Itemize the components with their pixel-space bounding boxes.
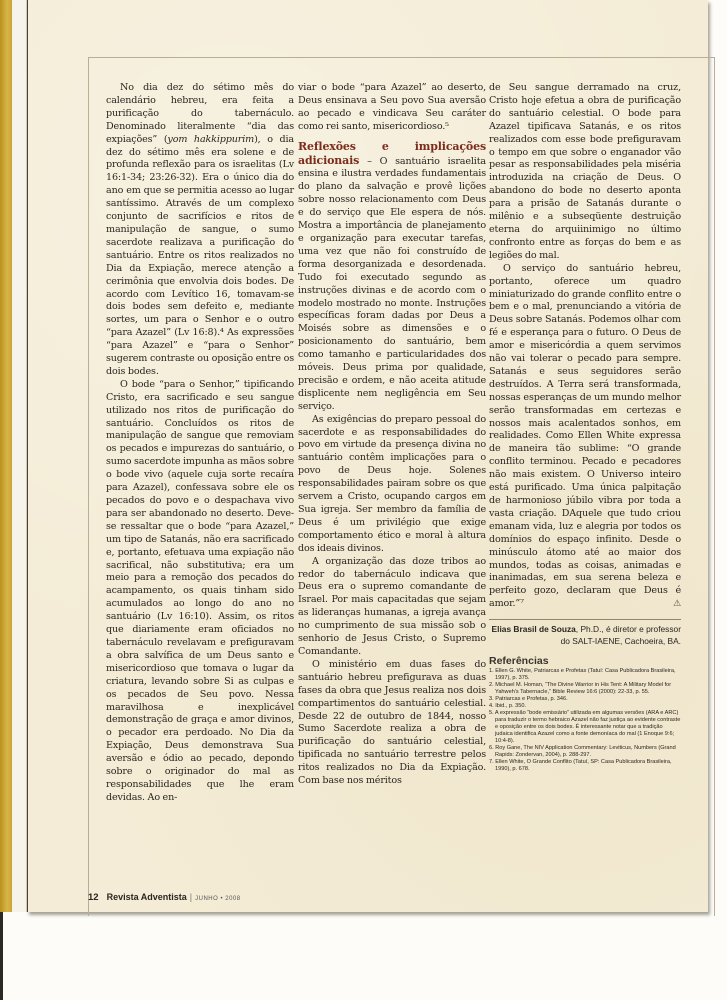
issue-date: JUNHO • 2008: [195, 896, 241, 902]
author-description: , Ph.D., é diretor e professor do SALT-IAENE, Cachoeira, BA.: [560, 624, 681, 646]
reference-item: 6. Roy Gane, The NIV Application Commentary: Leviticus, Numbers (Grand Rapids: Zondervan, 2004), p. 288-297.: [489, 745, 676, 759]
paragraph: A organização das doze tribos ao redor do tabernáculo indicava que Deus era o supremo comandante de Israel. Por mais capacitadas que sejam as lideranças humanas, a igreja avança no cumprimento de sua missão sob o senhorio de Jesus Cristo, o Supremo Comandante.: [298, 555, 486, 657]
reference-item: 2. Michael M. Homan, “The Divine Warrior in His Tent: A Military Model for Yahweh's Tabernacle,” Bible Review 16:6 (2000): 22-33, p. 55.: [489, 682, 672, 696]
paragraph-continued: viar o bode “para Azazel” ao deserto, Deus ensinava a Seu povo Sua aversão ao pecado e vindicava Seu caráter como rei santo, misericordioso.⁵: [298, 82, 486, 132]
references-list: [489, 668, 681, 773]
text-column-3: [489, 82, 681, 773]
hebrew-term: yom hakkippurim: [167, 133, 255, 145]
page-number: 12: [88, 892, 99, 903]
reference-item: 4. Ibid., p. 350.: [489, 703, 527, 710]
binding-edge: [0, 912, 29, 1000]
references-section: [489, 655, 681, 773]
reference-item: 5. A expressão “bode emissário” utilizada em algumas versões (ARA e ARC) para traduzir o termo hebraico Azazel não faz justiça ao evidente contraste e oposição entre os dois bodes. É interessante notar que a tradição judaica identifica Azazel como a fonte demoníaca do mal (1 Enoque 9:6; 10:4-8).: [489, 710, 681, 745]
author-name: Elias Brasil de Souza: [491, 624, 576, 635]
reference-item: 1. Ellen G. White, Patriarcas e Profetas (Tatuí: Casa Publicadora Brasileira, 1997), p. 375.: [489, 668, 676, 682]
adjacent-page-edge: [0, 0, 12, 1000]
text-column-1: [106, 82, 294, 805]
author-bio: [489, 624, 681, 647]
reference-item: 7. Ellen White, O Grande Conflito (Tatuí, SP: Casa Publicadora Brasileira, 1990), p. 678.: [489, 759, 672, 773]
page-footer: [88, 892, 241, 905]
reference-item: 3. Patriarcas e Profetas, p. 346.: [489, 696, 568, 703]
section-paragraph: Reflexões e implicações adicionais – O santuário israelita ensina e ilustra verdades fundamentais do plano da salvação e provê lições sobre nosso relacionamento com Deus e do serviço que Ele espera de nós. Mostra a importância de planejamento e organização para executar tarefas, uma vez que não foi construído de forma desorganizada e desordenada. Tudo foi executado segundo as instruções divinas e de acordo com o modelo mostrado no monte. Instruções específicas foram dadas por Deus a Moisés sobre as dimensões e o posicionamento do santuário, bem como tamanho e particularidades dos móveis. Deus prima por qualidade, precisão e ordem, e não aceita atitude displicente nem negligência em Seu serviço.: [298, 139, 486, 412]
author-divider: [489, 619, 681, 620]
paragraph: No dia dez do sétimo mês do calendário hebreu, era feita a purificação do tabernáculo. Denominado literalmente “dia das expiações” (yom hakkippurim), o dia dez do sétimo mês era solene e de profunda reflexão para os israelitas (Lv 16:1-34; 23:26-32). Era o único dia do ano em que se permitia acesso ao lugar santíssimo. Através de um complexo conjunto de sacrifícios e ritos de manipulação de sangue, o sumo sacerdote realizava a purificação do santuário. Entre os ritos realizados no Dia da Expiação, merece atenção a cerimônia que envolvia dois bodes. De acordo com Levítico 16, tomavam-se dois bodes sem defeito e, mediante sortes, um para o Senhor e o outro “para Azazel” (Lv 16:8).⁴ As expressões “para Azazel” e “para o Senhor” sugerem contraste ou oposição entre os dois bodes.: [106, 82, 294, 377]
paragraph-continued: de Seu sangue derramado na cruz, Cristo hoje efetua a obra de purificação do santuário celestial. O bode para Azazel tipificava Satanás, e os ritos realizados com esse bode prefiguravam o tempo em que sobre o enganador vão pesar as responsabilidades pela miséria introduzida na criação de Deus. O abandono do bode no deserto aponta para a prisão de Satanás durante o milênio e a subseqüente destruição eterna do arquiinimigo no último confronto entre as forças do bem e as legiões do mal.: [489, 82, 681, 261]
paragraph: O serviço do santuário hebreu, portanto, oferece um quadro miniaturizado do grande conflito entre o bem e o mal, prenunciando a vitória de Deus sobre Satanás. Podemos olhar com fé e esperança para o futuro. O Deus de amor e misericórdia a quem servimos não vai tolerar o pecado para sempre. Satanás e seus seguidores serão destruídos. A Terra será transformada, nossas esperanças de um mundo melhor serão transformadas em certezas e nossos mais acalentados sonhos, em realidades. Como Ellen White expressa de maneira tão sublime: “O grande conflito terminou. Pecado e pecadores não mais existem. O Universo inteiro está purificado. Uma única palpitação de harmonioso júbilo vibra por toda a vasta criação. DAquele que tudo criou emanam vida, luz e alegria por todos os domínios do espaço infinito. Desde o minúsculo átomo até ao maior dos mundos, todas as coisas, animadas e inanimadas, em sua serena beleza e perfeito gozo, declaram que Deus é amor.”⁷ ⚠: [489, 262, 681, 610]
text-column-2: [298, 82, 486, 788]
references-title: Referências: [489, 655, 549, 668]
magazine-name: Revista Adventista: [106, 892, 187, 902]
end-of-article-icon: ⚠: [673, 599, 681, 610]
paragraph: As exigências do preparo pessoal do sacerdote e as responsabilidades do povo em virtude da presença divina no santuário contêm implicações para o povo de Deus hoje. Solenes responsabilidades pairam sobre os que servem a Cristo, ocupando cargos em Sua igreja. Ser membro da família de Deus é um privilégio que exige comportamento ético e moral à altura dos ideais divinos.: [298, 413, 486, 554]
page-gutter: [12, 0, 27, 912]
section-title: Reflexões e implicações adicionais: [298, 139, 486, 167]
footer-separator: |: [189, 892, 193, 902]
paragraph: O ministério em duas fases do santuário hebreu prefigurava as duas fases da obra que Jesus realiza nos dois compartimentos do santuário celestial. Desde 22 de outubro de 1844, nosso Sumo Sacerdote realiza a obra de purificação do santuário celestial, tipificada no santuário terrestre pelos ritos realizados no Dia da Expiação. Com base nos méritos: [298, 658, 486, 787]
paragraph: O bode “para o Senhor,” tipificando Cristo, era sacrificado e seu sangue utilizado nos ritos de purificação do santuário. Concluídos os ritos de manipulação de sangue que removiam os pecados e impurezas do santuário, o sumo sacerdote impunha as mãos sobre o bode vivo (aquele cuja sorte recaíra para Azazel), confessava sobre ele os pecados do povo e o despachava vivo para ser abandonado no deserto. Deve-se ressaltar que o bode “para Azazel,” um tipo de Satanás, não era sacrificado e, portanto, efetuava uma expiação não sacrifical, não substitutiva; era um meio para a remoção dos pecados do acampamento, os quais tinham sido acumulados ao longo do ano no santuário (Lv 16:10). Assim, os ritos que diariamente eram oficiados no tabernáculo revelavam e prefiguravam a obra salvífica de um Deus santo e misericordioso que tomava o lugar da criatura, levando sobre Si as culpas e os pecados de Seu povo. Nessa maravilhosa e inexplicável demonstração de graça e amor divinos, o pecador era perdoado. No Dia da Expiação, Deus demonstrava Sua aversão e ódio ao pecado, depondo sobre o originador do mal as responsabilidades que lhe eram devidas. Ao en-: [106, 378, 294, 803]
